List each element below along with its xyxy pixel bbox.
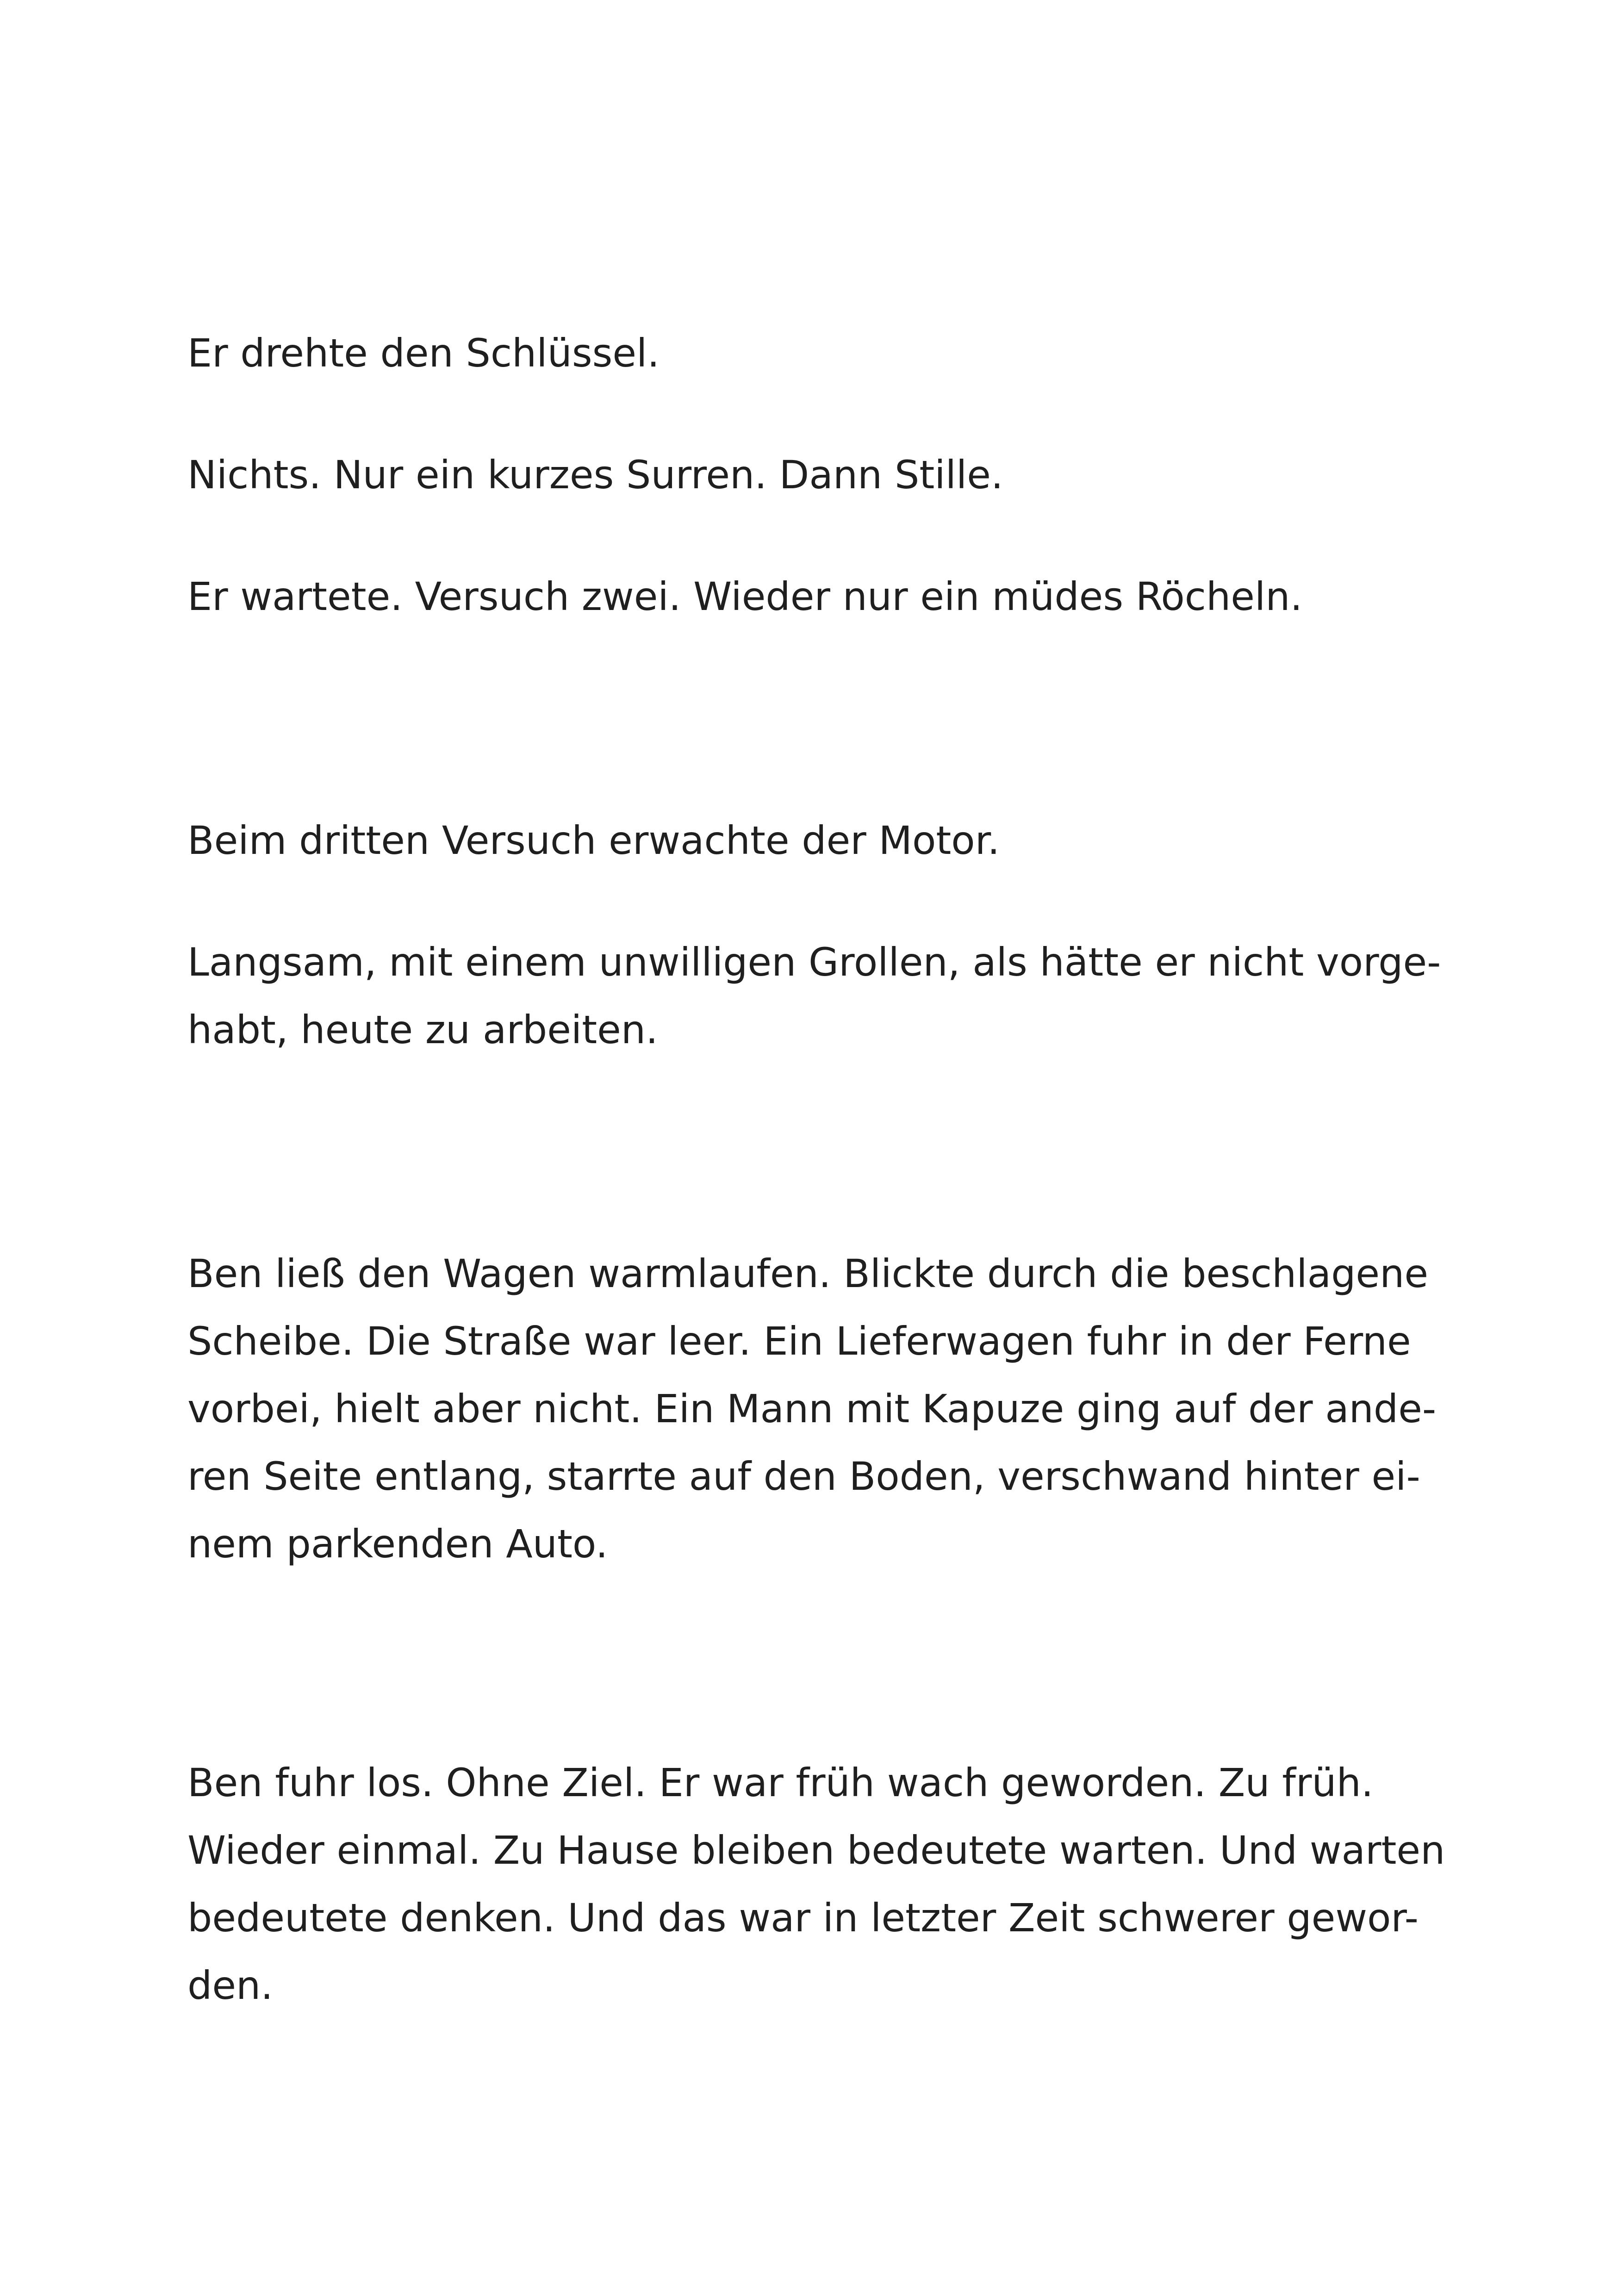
- paragraph-line: Er drehte den Schlüssel.: [187, 330, 660, 376]
- paragraph-line: Langsam, mit einem unwilligen Grollen, als hätte er nicht vorge-: [187, 940, 1441, 985]
- paragraph-line: Wieder einmal. Zu Hause bleiben bedeutete warten. Und warten: [187, 1828, 1445, 1873]
- paragraph-line: habt, heute zu arbeiten.: [187, 1007, 658, 1052]
- paragraph-line: ren Seite entlang, starrte auf den Boden, verschwand hinter ei-: [187, 1454, 1420, 1499]
- paragraph-line: nem parkenden Auto.: [187, 1521, 608, 1567]
- paragraph-line: Er wartete. Versuch zwei. Wieder nur ein müdes Röcheln.: [187, 574, 1303, 619]
- paragraph-line: bedeutete denken. Und das war in letzter Zeit schwerer gewor-: [187, 1895, 1419, 1941]
- paragraph-line: Ben ließ den Wagen warmlaufen. Blickte durch die beschlagene: [187, 1251, 1429, 1296]
- paragraph-line: Beim dritten Versuch erwachte der Motor.: [187, 818, 1000, 863]
- paragraph-line: vorbei, hielt aber nicht. Ein Mann mit Kapuze ging auf der ande-: [187, 1386, 1437, 1431]
- paragraph-line: Nichts. Nur ein kurzes Surren. Dann Stille.: [187, 452, 1003, 498]
- paragraph-line: Scheibe. Die Straße war leer. Ein Lieferwagen fuhr in der Ferne: [187, 1319, 1411, 1364]
- paragraph-line: Ben fuhr los. Ohne Ziel. Er war früh wach geworden. Zu früh.: [187, 1760, 1374, 1805]
- paragraph-line: den.: [187, 1963, 273, 2008]
